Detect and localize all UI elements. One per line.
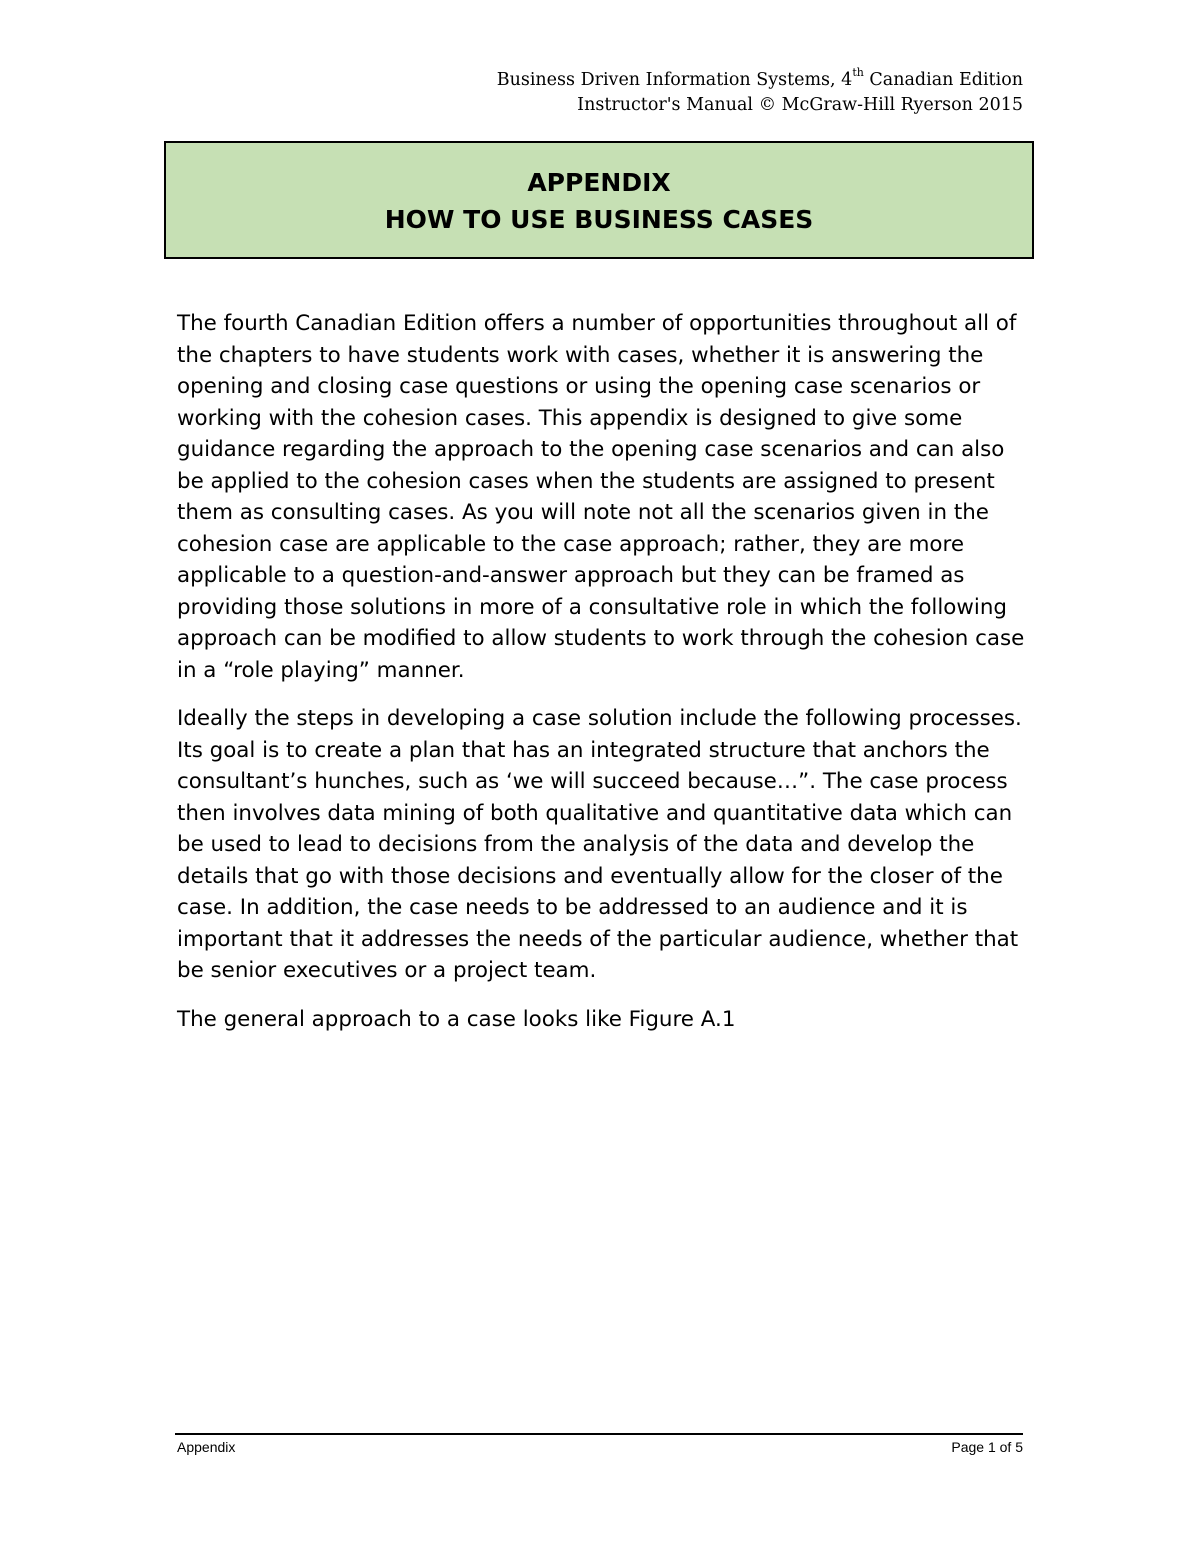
appendix-title-box xyxy=(164,141,1034,259)
running-header xyxy=(497,68,1023,118)
header-line-1: Business Driven Information Systems, 4th Canadian Edition xyxy=(496,66,1023,90)
header-line-2: Instructor's Manual © McGraw-Hill Ryerson 2015 xyxy=(577,95,1023,115)
paragraph-figure-ref: The general approach to a case looks like Figure A.1 xyxy=(177,1006,736,1032)
appendix-title: APPENDIX xyxy=(527,168,671,197)
appendix-subtitle: HOW TO USE BUSINESS CASES xyxy=(384,205,814,234)
edition-superscript: th xyxy=(852,66,864,80)
paragraph-intro: The fourth Canadian Edition offers a number of opportunities throughout all of the chapters to have students work with cases, whether it is answering the opening and closing case questions or using the opening case scenarios or working with the cohesion cases. This appendix is designed to give some guidance regarding the approach to the opening case scenarios and can also be applied to the cohesion cases when the students are assigned to present them as consulting cases. As you will note not all the scenarios given in the cohesion case are applicable to the case approach; rather, they are more applicable to a question-and-answer approach but they can be framed as providing those solutions in more of a consultative role in which the following approach can be modified to allow students to work through the cohesion case in a “role playing” manner. xyxy=(177,311,1025,683)
footer-page-number: Page 1 of 5 xyxy=(951,1439,1023,1455)
paragraph-steps: Ideally the steps in developing a case solution include the following processes. Its goal is to create a plan that has an integrated structure that anchors the consultant’s hunches, such as ‘we will succeed because…”. The case process then involves data mining of both qualitative and quantitative data which can be used to lead to decisions from the analysis of the data and develop the details that go with those decisions and eventually allow for the closer of the case. In addition, the case needs to be addressed to an audience and it is important that it addresses the needs of the particular audience, whether that be senior executives or a project team. xyxy=(177,706,1022,983)
footer-section-label: Appendix xyxy=(177,1439,236,1455)
footer-divider xyxy=(175,1433,1023,1435)
body-text xyxy=(177,308,1027,1052)
